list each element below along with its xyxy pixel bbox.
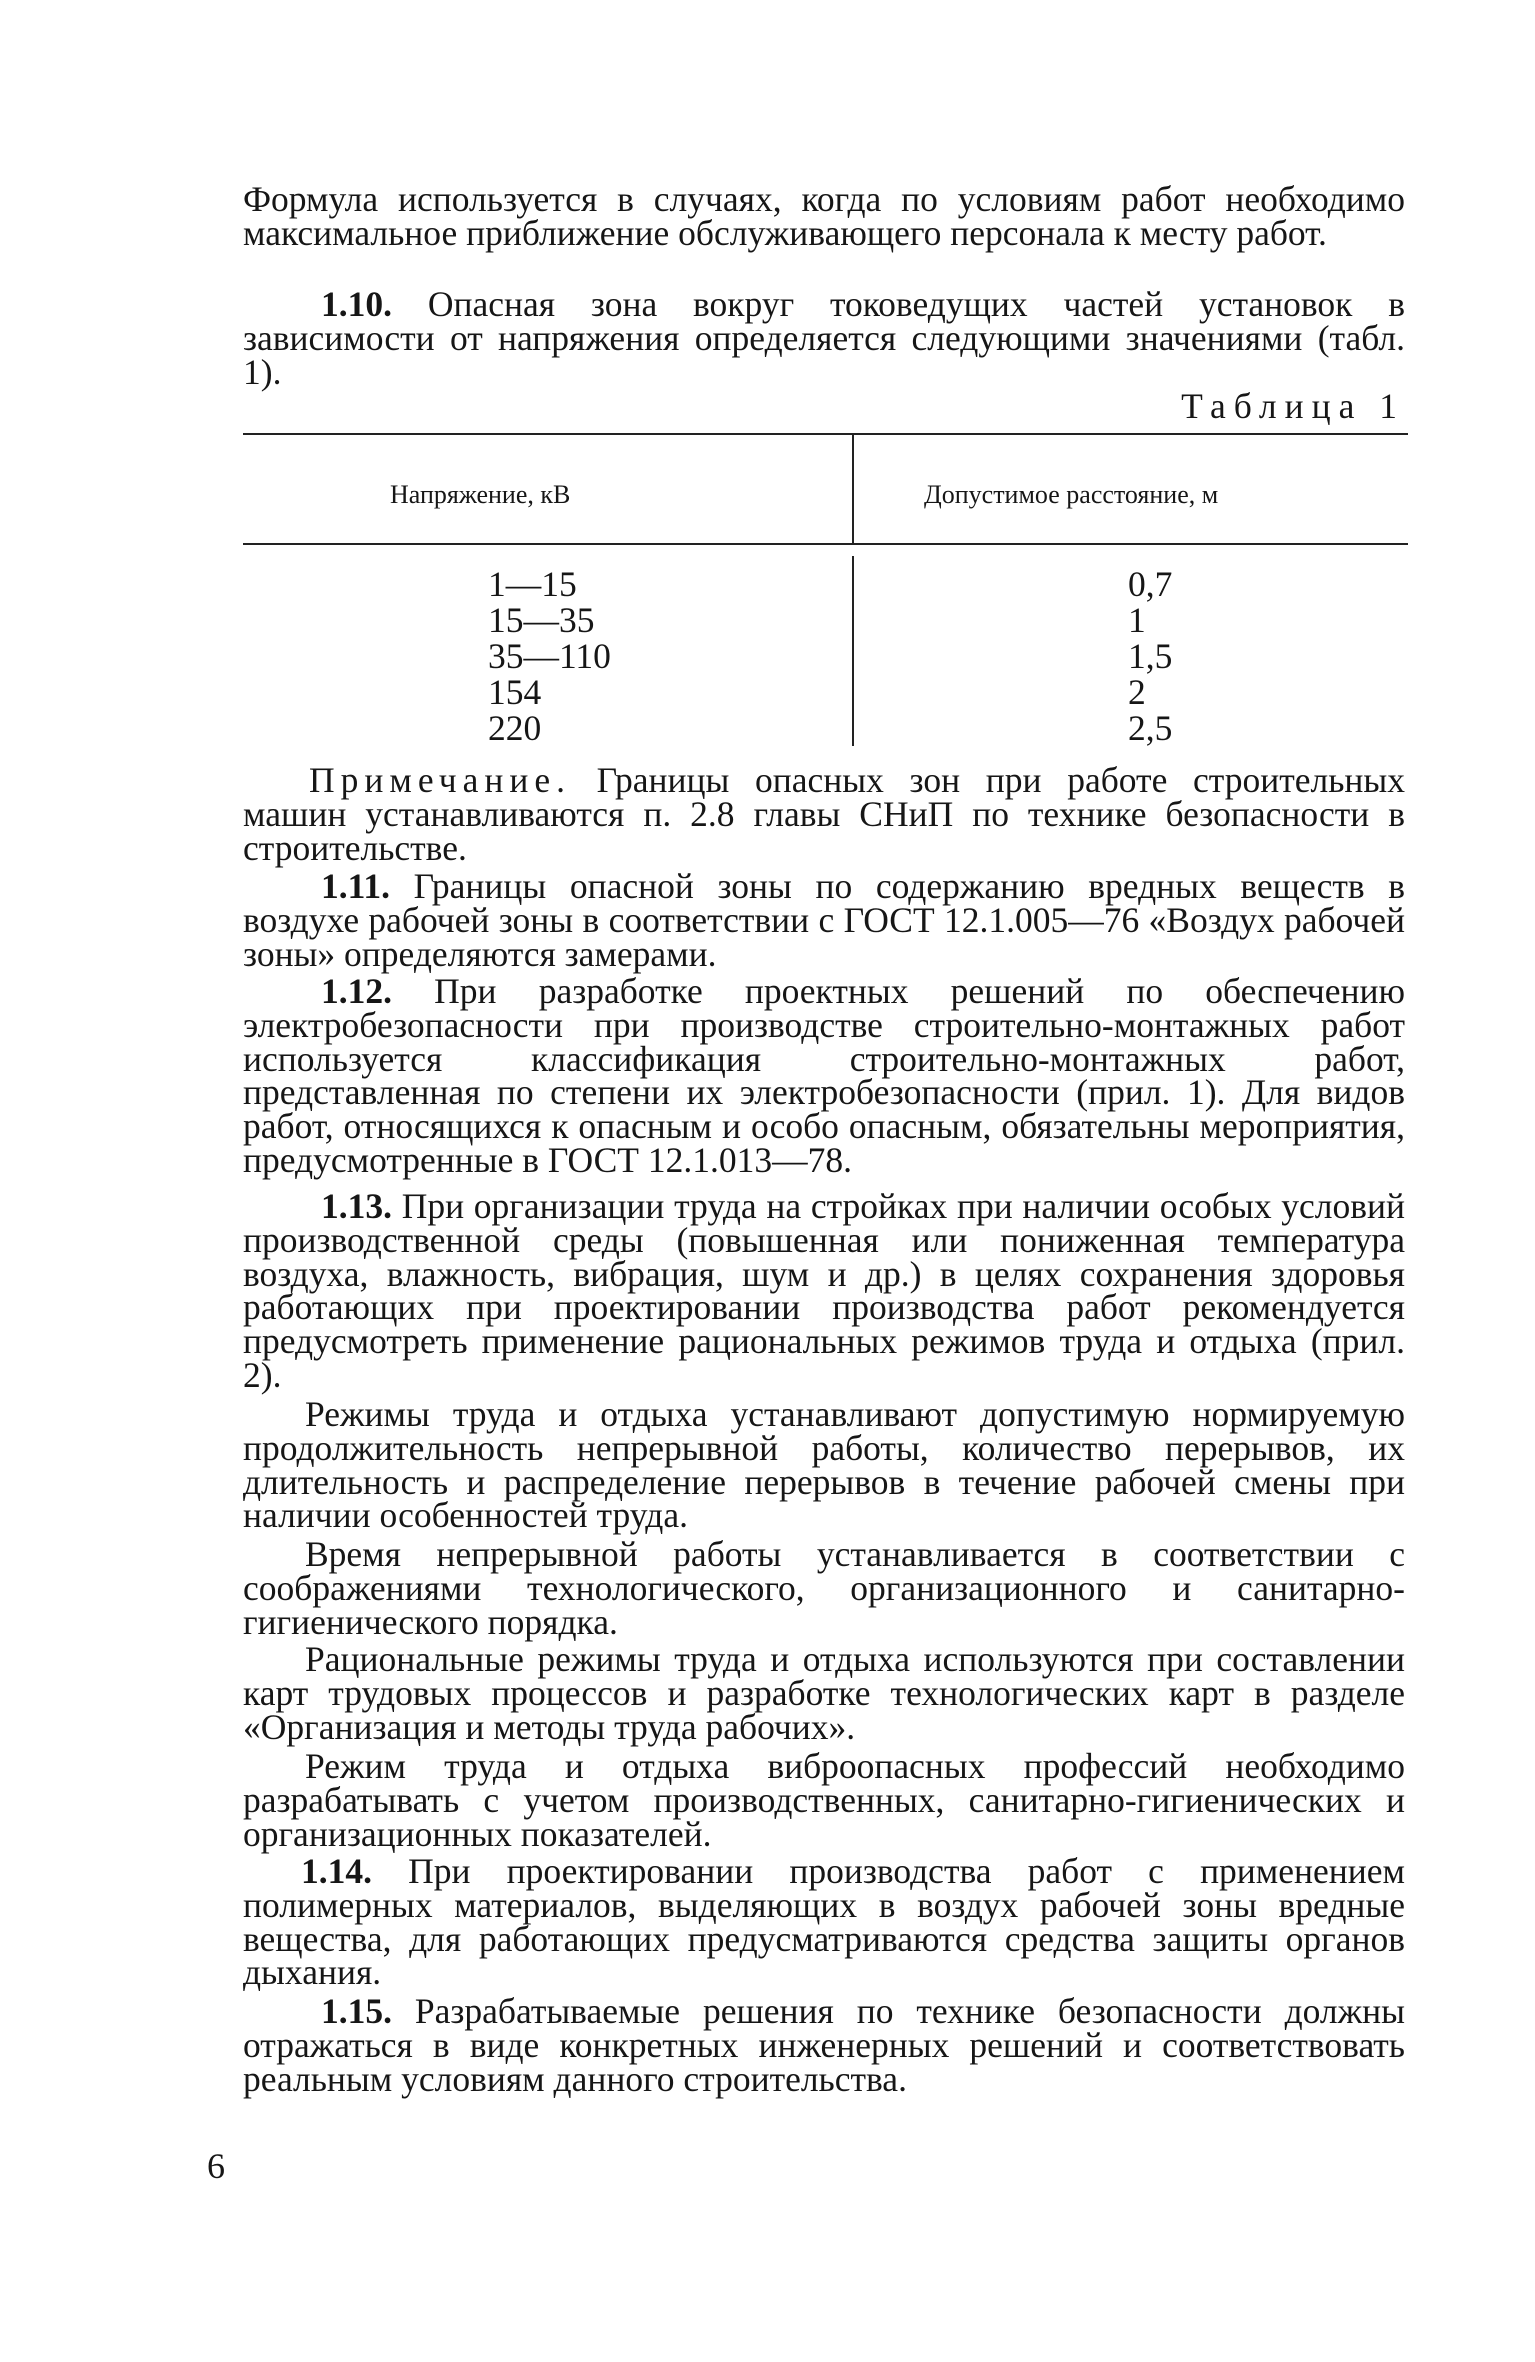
table-cell: 35—110 — [488, 636, 611, 676]
table-note: Примечание. Границы опасных зон при работе строительных машин устанавливаются п. 2.8 главы СНиП по технике безопасности в строительстве. — [243, 760, 1405, 868]
table-column-voltage — [488, 566, 611, 746]
table-cell: 2 — [1128, 672, 1146, 712]
table-caption: Таблица 1 — [1181, 386, 1405, 426]
table-column-distance — [1128, 566, 1172, 746]
paragraph-vibration: Режим труда и отдыха виброопасных профессий необходимо разрабатывать с учетом производственных, санитарно-гигиенических и организационных показателей. — [243, 1746, 1405, 1854]
table-cell: 0,7 — [1128, 564, 1173, 604]
table-header-distance: Допустимое расстояние, м — [924, 480, 1219, 509]
table-cell: 1 — [1128, 600, 1146, 640]
paragraph-1-10: 1.10. Опасная зона вокруг токоведущих частей установок в зависимости от напряжения определяется следующими значениями (табл. 1). — [243, 284, 1406, 392]
paragraph-1-14: 1.14. При проектировании производства работ с применением полимерных материалов, выделяющих в воздух рабочей зоны вредные вещества, для работающих предусматриваются средства защиты органов дыхания. — [243, 1851, 1406, 1993]
table-cell: 154 — [488, 672, 542, 712]
paragraph-1-11: 1.11. Границы опасной зоны по содержанию вредных веществ в воздухе рабочей зоны в соответствии с ГОСТ 12.1.005—76 «Воздух рабочей зоны» определяются замерами. — [243, 866, 1405, 974]
paragraph-1-15: 1.15. Разрабатываемые решения по технике безопасности должны отражаться в виде конкретных инженерных решений и соответствовать реальным условиям данного строительства. — [243, 1991, 1406, 2099]
table-cell: 15—35 — [488, 600, 595, 640]
paragraph-work-rest: Режимы труда и отдыха устанавливают допустимую нормируемую продолжительность непрерывной работы, количество перерывов, их длительность и распределение перерывов в течение рабочей смены при наличии особенностей труда. — [243, 1394, 1405, 1536]
table-top-rule — [243, 433, 1408, 435]
table-body-divider — [852, 556, 854, 746]
paragraph-rational-modes: Рациональные режимы труда и отдыха используются при составлении карт трудовых процессов и разработке технологических карт в разделе «Организация и методы труда рабочих». — [243, 1639, 1405, 1747]
paragraph-1-13: 1.13. При организации труда на стройках при наличии особых условий производственной среды (повышенная или пониженная температура воздуха, влажность, вибрация, шум и др.) в целях сохранения здоровья работающих при проектировании производства работ рекомендуется предусмотреть применение рациональных режимов труда и отдыха (прил. 2). — [243, 1186, 1406, 1395]
paragraph-intro: Формула используется в случаях, когда по условиям работ необходимо максимальное приближение обслуживающего персонала к месту работ. — [243, 179, 1405, 253]
table-header-rule — [243, 543, 1408, 545]
table-cell: 1,5 — [1128, 636, 1173, 676]
table-cell: 2,5 — [1128, 708, 1173, 748]
paragraph-continuous-work: Время непрерывной работы устанавливается в соответствии с соображениями технологического, организационного и санитарно-гигиенического порядка. — [243, 1534, 1405, 1642]
table-cell: 1—15 — [488, 564, 577, 604]
table-cell: 220 — [488, 708, 542, 748]
table-header-divider — [852, 433, 854, 543]
page-number: 6 — [207, 2146, 225, 2186]
table-header-voltage: Напряжение, кВ — [390, 480, 571, 509]
paragraph-1-12: 1.12. При разработке проектных решений по обеспечению электробезопасности при производстве строительно-монтажных работ используется классификация строительно-монтажных работ, представленная по степени их электробезопасности (прил. 1). Для видов работ, относящихся к опасным и особо опасным, обязательны мероприятия, предусмотренные в ГОСТ 12.1.013—78. — [243, 971, 1405, 1180]
